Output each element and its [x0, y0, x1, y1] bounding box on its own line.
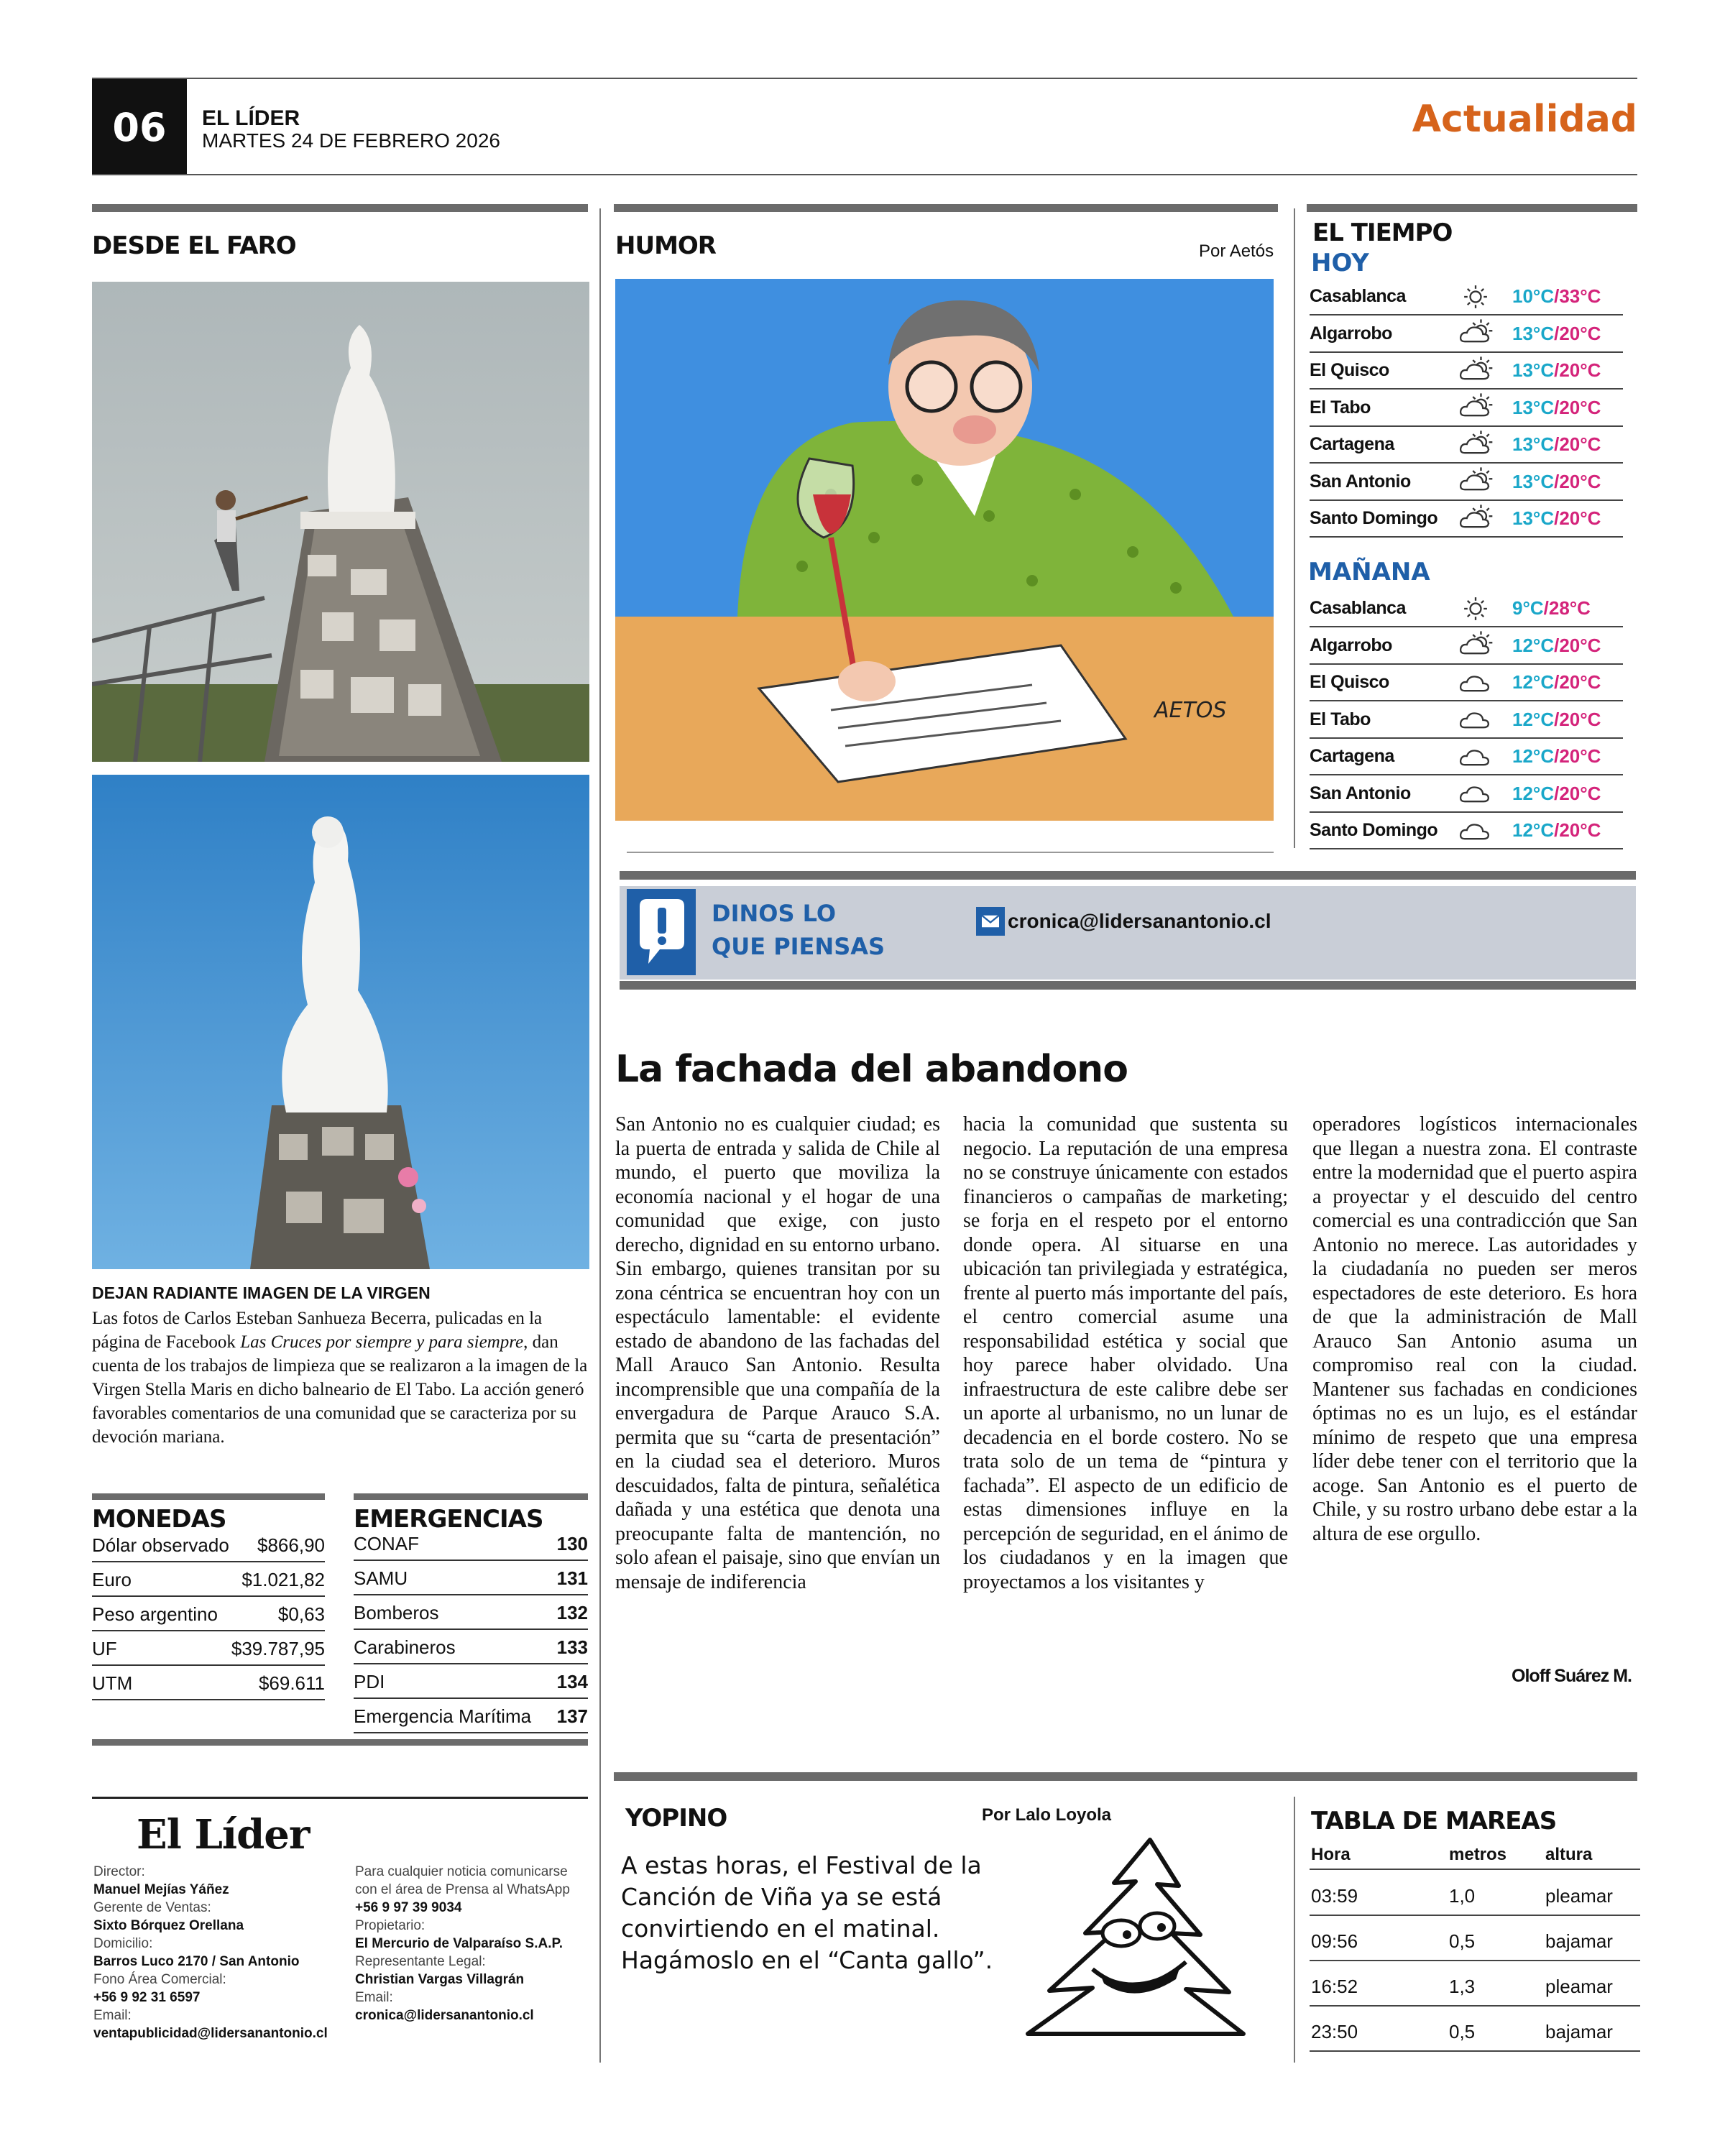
credit-value: Sixto Bórquez Orellana	[93, 1918, 244, 1933]
faro-section-title: DESDE EL FARO	[92, 231, 296, 260]
partly-cloudy-icon	[1453, 466, 1498, 497]
credit-label: Email:	[355, 1990, 393, 2005]
yopino-byline: Por Lalo Loyola	[982, 1805, 1112, 1825]
tide-row	[1310, 1917, 1640, 1961]
weather-temps	[1512, 783, 1601, 805]
emergencias-value: 131	[556, 1567, 588, 1589]
editorial-column-2: hacia la comunidad que sustenta su negocio. La reputación de una empresa no se construye únicamente con estados financieros o campañas de marketing; se forja en el respeto por el entorno donde opera. Al situarse en una ubicación tan privilegiada y estratégica, frente al puerto más importante del país, el centro comercial asume una responsabilidad estética y social que hoy parece haber olvidado. Una infraestructura de este calibre debe ser un aporte al urbanismo, no un lunar de decadencia en el borde costero. No se trata solo de un tema de “pintura y fachada”. El aspecto de un edificio de estas dimensiones influye en la percepción de seguridad, en el ánimo de los ciudadanos y en la imagen que proyectamos a los visitantes y	[963, 1113, 1288, 1593]
partly-cloudy-icon	[1453, 355, 1498, 387]
monedas-row	[92, 1562, 325, 1597]
exclamation-bubble-icon	[627, 889, 696, 975]
emergencias-value: 133	[556, 1636, 588, 1658]
caption-text: Las fotos de Carlos Esteban Sanhueza Becerra, pulicadas en la página de Facebook	[92, 1309, 543, 1352]
credit-value: +56 9 97 39 9034	[355, 1900, 462, 1915]
monedas-title: MONEDAS	[92, 1505, 226, 1534]
tide-row	[1310, 1962, 1640, 2007]
page-number: 06	[92, 79, 187, 175]
monedas-name: UF	[92, 1638, 117, 1659]
faro-bar	[92, 204, 588, 212]
weather-max: /28°C	[1543, 597, 1591, 619]
weather-min: 13°C	[1512, 433, 1555, 455]
weather-max: /20°C	[1554, 322, 1601, 344]
photo-caption-title: DEJAN RADIANTE IMAGEN DE LA VIRGEN	[92, 1284, 431, 1302]
emergencias-row	[354, 1630, 588, 1664]
weather-temps	[1512, 507, 1601, 530]
dinos-email-text: cronica@lidersanantonio.cl	[1008, 910, 1271, 932]
weather-tomorrow-label: MAÑANA	[1308, 558, 1430, 586]
dinos-email-link[interactable]	[976, 907, 1271, 936]
monedas-value: $866,90	[257, 1534, 325, 1556]
credit-value: El Mercurio de Valparaíso S.A.P.	[355, 1936, 563, 1951]
partly-cloudy-icon	[1453, 503, 1498, 535]
tides-header-rule	[1310, 1869, 1640, 1870]
sun-icon	[1453, 593, 1498, 625]
weather-temps	[1512, 709, 1601, 731]
weather-min: 12°C	[1512, 782, 1555, 804]
weather-max: /20°C	[1554, 819, 1601, 841]
credit-label: Director:	[93, 1864, 145, 1879]
weather-temps	[1512, 397, 1601, 419]
weather-temps	[1512, 359, 1601, 382]
monedas-name: Euro	[92, 1569, 132, 1590]
weather-row	[1310, 665, 1623, 701]
monedas-row	[92, 1631, 325, 1666]
partly-cloudy-icon	[1453, 630, 1498, 661]
emergencias-row	[354, 1526, 588, 1561]
caption-facebook-page: Las Cruces por siempre y para siempre	[240, 1332, 524, 1352]
weather-row	[1310, 702, 1623, 739]
dinos-label-line1: DINOS LO	[712, 900, 837, 927]
credit-label: Email:	[93, 2008, 132, 2023]
weather-row	[1310, 591, 1623, 627]
tides-title: TABLA DE MAREAS	[1311, 1807, 1557, 1835]
weather-city: San Antonio	[1310, 471, 1411, 492]
weather-temps	[1512, 819, 1601, 842]
weather-temps	[1512, 285, 1601, 308]
weather-max: /20°C	[1554, 359, 1601, 381]
tide-level: pleamar	[1545, 1976, 1613, 1997]
weather-min: 13°C	[1512, 359, 1555, 381]
weather-row	[1310, 776, 1623, 813]
emergencias-name: CONAF	[354, 1533, 419, 1554]
emergencias-bar	[354, 1493, 588, 1500]
weather-max: /20°C	[1554, 782, 1601, 804]
weather-min: 13°C	[1512, 507, 1555, 529]
monedas-row	[92, 1528, 325, 1562]
partly-cloudy-icon	[1453, 392, 1498, 423]
tide-level: pleamar	[1545, 1885, 1613, 1907]
emergencias-row	[354, 1561, 588, 1595]
cloud-icon	[1453, 815, 1498, 847]
monedas-row	[92, 1666, 325, 1700]
masthead-rule	[92, 174, 1637, 175]
weather-min: 13°C	[1512, 396, 1555, 418]
weather-row	[1310, 279, 1623, 315]
tides-header-metros: metros	[1449, 1845, 1507, 1864]
emergencias-value: 134	[556, 1671, 588, 1692]
monedas-table	[92, 1528, 325, 1700]
weather-temps	[1512, 671, 1601, 694]
weather-min: 13°C	[1512, 470, 1555, 492]
credit-value: ventapublicidad@lidersanantonio.cl	[93, 2026, 328, 2041]
credits-right	[355, 1863, 592, 2024]
envelope-icon	[976, 907, 1005, 936]
weather-max: /20°C	[1554, 507, 1601, 529]
weather-min: 12°C	[1512, 708, 1555, 730]
monedas-name: UTM	[92, 1672, 133, 1694]
weather-bar	[1307, 204, 1637, 212]
credit-label: Propietario:	[355, 1918, 426, 1933]
humor-cartoon	[615, 279, 1274, 821]
credit-label: Representante Legal:	[355, 1954, 486, 1969]
credit-value: +56 9 92 31 6597	[93, 1990, 201, 2005]
emergencias-name: SAMU	[354, 1567, 408, 1589]
weather-city: Santo Domingo	[1310, 820, 1438, 840]
weather-row	[1310, 427, 1623, 464]
tide-meters: 0,5	[1449, 2021, 1476, 2042]
emergencias-value: 132	[556, 1602, 588, 1623]
cloud-icon	[1453, 704, 1498, 735]
monedas-row	[92, 1597, 325, 1631]
weather-city: San Antonio	[1310, 783, 1411, 803]
emergencias-row	[354, 1595, 588, 1630]
weather-temps	[1512, 745, 1601, 768]
column-divider-weather	[1294, 208, 1295, 848]
monedas-value: $0,63	[277, 1603, 325, 1625]
weather-city: Casablanca	[1310, 286, 1406, 306]
weather-temps	[1512, 597, 1591, 619]
tide-time: 03:59	[1311, 1885, 1358, 1907]
yopino-bar	[614, 1772, 1637, 1781]
humor-bottom-rule	[627, 852, 1274, 853]
tide-row	[1310, 2007, 1640, 2052]
weather-temps	[1512, 433, 1601, 456]
virgin-statue-photo-bottom	[92, 775, 589, 1269]
monedas-value: $69.611	[258, 1672, 325, 1694]
tides-header-altura: altura	[1545, 1845, 1593, 1864]
tide-meters: 1,3	[1449, 1976, 1476, 1997]
tide-level: bajamar	[1545, 1930, 1613, 1952]
weather-max: /20°C	[1554, 745, 1601, 767]
cloud-icon	[1453, 667, 1498, 699]
weather-city: Casablanca	[1310, 598, 1406, 618]
humor-bar	[614, 204, 1278, 212]
credits-left	[93, 1863, 338, 2042]
dinos-top-bar	[620, 871, 1636, 880]
humor-section-title: HUMOR	[615, 231, 716, 260]
emergencias-name: Carabineros	[354, 1636, 456, 1658]
weather-city: El Quisco	[1310, 360, 1389, 380]
credit-value: Christian Vargas Villagrán	[355, 1972, 525, 1987]
paper-name: EL LÍDER	[202, 106, 300, 130]
weather-temps	[1512, 635, 1601, 657]
partly-cloudy-icon	[1453, 429, 1498, 461]
weather-city: Algarrobo	[1310, 323, 1392, 344]
monedas-bar	[92, 1493, 325, 1500]
column-divider-left	[599, 208, 601, 2063]
weather-max: /20°C	[1554, 634, 1601, 656]
el-lider-logo: El Líder	[137, 1811, 310, 1858]
cloud-icon	[1453, 778, 1498, 809]
weather-row	[1310, 813, 1623, 849]
humor-byline: Por Aetós	[1199, 241, 1274, 261]
weather-max: /33°C	[1554, 285, 1601, 307]
weather-row	[1310, 501, 1623, 538]
weather-min: 9°C	[1512, 597, 1544, 619]
tide-meters: 1,0	[1449, 1885, 1476, 1907]
weather-today-label: HOY	[1311, 249, 1369, 277]
tides-header-hora: Hora	[1311, 1845, 1351, 1864]
weather-row	[1310, 464, 1623, 501]
weather-city: Cartagena	[1310, 434, 1394, 454]
tide-level: bajamar	[1545, 2021, 1613, 2042]
editorial-column-3: operadores logísticos internacionales que llegan a nuestra zona. El contraste entre la modernidad que el puerto aspira a proyectar y el descuido del centro comercial es una contradicción que San Antonio no merece. Las autoridades y la ciudadanía no pueden ser meros espectadores de este deterioro. Es hora de que la administración de Mall Arauco San Antonio asuma un compromiso real con la ciudad. Mantener sus fachadas en condiciones óptimas no es un lujo, es el estándar mínimo de respeto que una empresa líder debe tener con el territorio que la acoge. San Antonio es el puerto de Chile, y su rostro urbano debe estar a la altura de ese orgullo.	[1312, 1113, 1637, 1545]
weather-city: Algarrobo	[1310, 635, 1392, 655]
credit-label: Domicilio:	[93, 1936, 153, 1951]
dinos-bottom-bar	[620, 981, 1636, 990]
editorial-author: Oloff Suárez M.	[1512, 1666, 1632, 1686]
emergencias-name: Bomberos	[354, 1602, 439, 1623]
monedas-name: Dólar observado	[92, 1534, 229, 1556]
weather-city: Santo Domingo	[1310, 508, 1438, 528]
weather-city: El Tabo	[1310, 709, 1371, 729]
tide-time: 23:50	[1311, 2021, 1358, 2042]
photo-caption-body	[92, 1307, 591, 1449]
cloud-icon	[1453, 741, 1498, 773]
credit-value: Barros Luco 2170 / San Antonio	[93, 1954, 300, 1969]
yopino-text: A estas horas, el Festival de la Canción de Viña ya se está convirtiendo en el matinal. Hagámoslo en el “Canta gallo”.	[621, 1851, 993, 1974]
weather-max: /20°C	[1554, 708, 1601, 730]
tide-row	[1310, 1871, 1640, 1916]
weather-min: 10°C	[1512, 285, 1555, 307]
credit-label: Gerente de Ventas:	[93, 1900, 211, 1915]
tables-bottom-bar	[92, 1739, 588, 1746]
emergencias-name: PDI	[354, 1671, 385, 1692]
editorial-title: La fachada del abandono	[615, 1048, 1128, 1091]
weather-row	[1310, 739, 1623, 775]
credit-label: Fono Área Comercial:	[93, 1972, 226, 1987]
emergencias-title: EMERGENCIAS	[354, 1505, 543, 1534]
monedas-value: $1.021,82	[242, 1569, 325, 1590]
dinos-label	[712, 897, 885, 963]
emergencias-value: 137	[556, 1705, 588, 1727]
column-divider-tides	[1294, 1797, 1295, 2063]
weather-row	[1310, 353, 1623, 390]
weather-row	[1310, 316, 1623, 353]
yopino-title: YOPINO	[625, 1804, 727, 1833]
credit-value: Manuel Mejías Yáñez	[93, 1882, 229, 1897]
emergencias-value: 130	[556, 1533, 588, 1554]
weather-temps	[1512, 471, 1601, 493]
weather-city: El Tabo	[1310, 397, 1371, 418]
weather-max: /20°C	[1554, 433, 1601, 455]
weather-max: /20°C	[1554, 671, 1601, 693]
weather-city: El Quisco	[1310, 672, 1389, 692]
credit-value: cronica@lidersanantonio.cl	[355, 2008, 534, 2023]
editorial-column-1: San Antonio no es cualquier ciudad; es la puerta de entrada y salida de Chile al mundo, el puerto que moviliza la economía nacional y el hogar de una comunidad que exige, con justo derecho, dignidad en su entorno urbano. Sin embargo, quienes transitan por su zona céntrica se encuentran hoy con un espectáculo lamentable: el evidente estado de abandono de las fachadas del Mall Arauco San Antonio. Resulta incomprensible que una compañía de la envergadura de Parque Arauco S.A. permita que su “carta de presentación” en la ciudad sea el deterioro. Muros descuidados, falta de pintura, señalética dañada y una estética que denota una preocupante falta de mantención, no solo afean el paisaje, sino que envían un mensaje de indiferencia	[615, 1113, 940, 1593]
emergencias-row	[354, 1664, 588, 1699]
monedas-value: $39.787,95	[231, 1638, 325, 1659]
pine-tree-cartoon	[1013, 1825, 1258, 2041]
partly-cloudy-icon	[1453, 318, 1498, 349]
weather-row	[1310, 390, 1623, 427]
weather-max: /20°C	[1554, 396, 1601, 418]
tide-time: 16:52	[1311, 1976, 1358, 1997]
top-rule	[92, 78, 1637, 79]
emergencias-name: Emergencia Marítima	[354, 1705, 532, 1727]
credits-rule	[92, 1797, 588, 1799]
weather-temps	[1512, 323, 1601, 345]
weather-min: 12°C	[1512, 745, 1555, 767]
weather-title: EL TIEMPO	[1312, 218, 1453, 247]
weather-min: 12°C	[1512, 819, 1555, 841]
monedas-name: Peso argentino	[92, 1603, 218, 1625]
emergencias-table	[354, 1526, 588, 1733]
caption-text-rest: , dan cuenta de los trabajos de limpieza que se realizaron a la imagen de la Virgen Stella Maris en dicho balneario de El Tabo. La acción generó favorables comentarios de una comunidad que se caracteriza por su devoción mariana.	[92, 1332, 588, 1447]
weather-city: Cartagena	[1310, 746, 1394, 766]
virgin-statue-photo-top	[92, 282, 589, 762]
weather-min: 12°C	[1512, 634, 1555, 656]
weather-min: 12°C	[1512, 671, 1555, 693]
issue-date: MARTES 24 DE FEBRERO 2026	[202, 129, 500, 152]
credits-whatsapp-intro: Para cualquier noticia comunicarse con el área de Prensa al WhatsApp	[355, 1864, 570, 1897]
emergencias-row	[354, 1699, 588, 1733]
tide-meters: 0,5	[1449, 1930, 1476, 1952]
cartoon-signature: AETOS	[1154, 698, 1227, 723]
tide-time: 09:56	[1311, 1930, 1358, 1952]
weather-row	[1310, 628, 1623, 665]
sun-icon	[1453, 281, 1498, 313]
weather-max: /20°C	[1554, 470, 1601, 492]
section-name: Actualidad	[1412, 98, 1637, 141]
weather-min: 13°C	[1512, 322, 1555, 344]
dinos-label-line2: QUE PIENSAS	[712, 933, 886, 960]
